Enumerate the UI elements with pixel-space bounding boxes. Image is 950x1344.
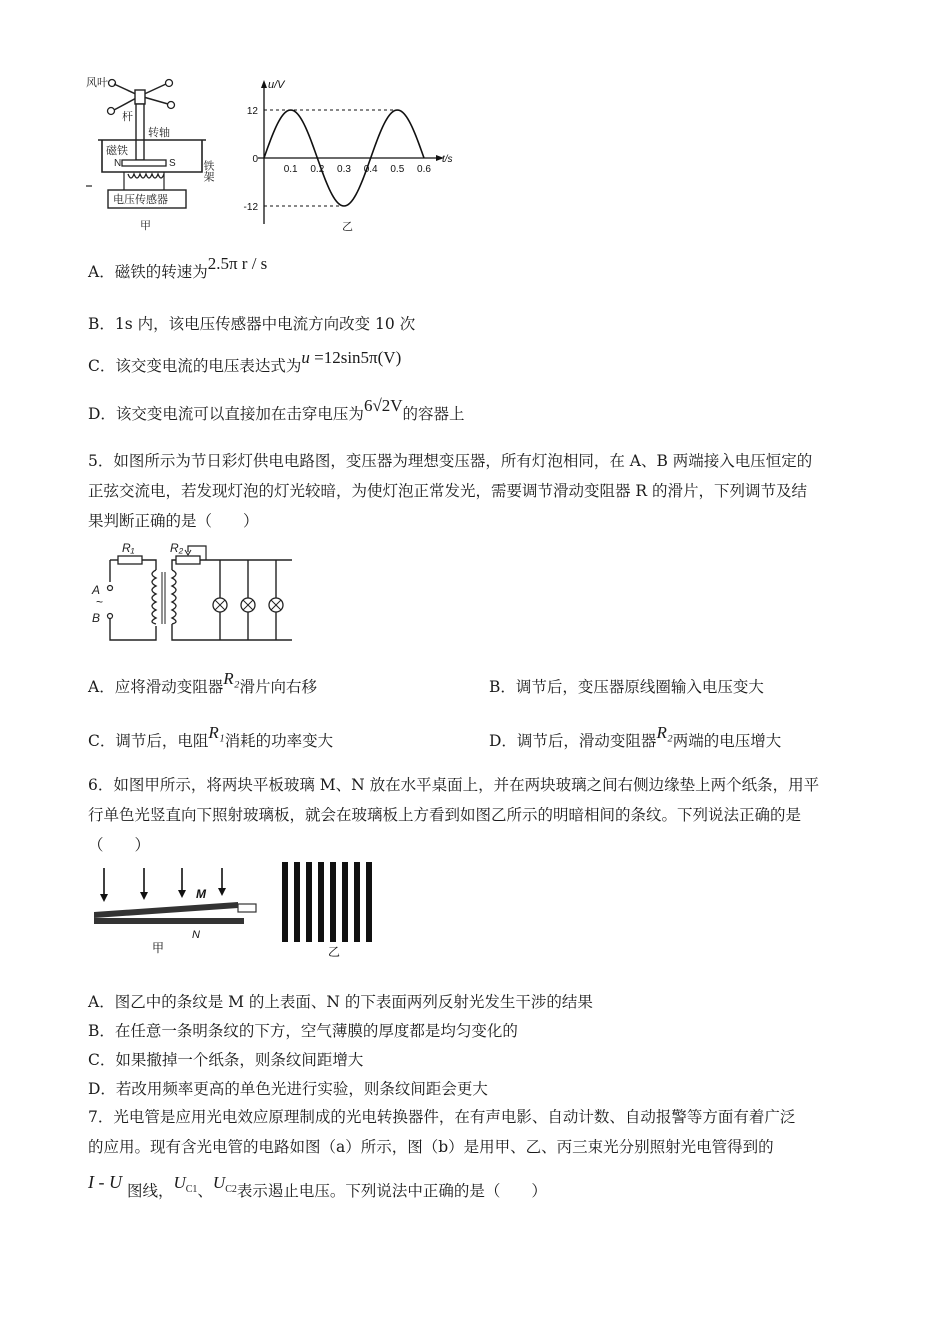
label-n: N: [192, 929, 200, 941]
q5-option-a-math: R₂: [223, 669, 240, 688]
q4-chart-yi: [234, 74, 453, 234]
q7-stem-line-1: 7．光电管是应用光电效应原理制成的光电转换器件，在有声电影、自动计数、自动报警等方面有着广泛: [88, 1108, 796, 1126]
q5-option-a-text-pre: A．应将滑动变阻器: [88, 678, 224, 696]
x-tick-label: 0.1: [283, 164, 298, 175]
q7-uc2: $U_{C2}$: [212, 1173, 237, 1195]
label-zhuanzhou: 转轴: [148, 127, 170, 139]
q6-option-b-text: B．在任意一条明条纹的下方，空气薄膜的厚度都是均匀变化的: [88, 1022, 518, 1040]
y-tick-label: 0: [252, 154, 258, 165]
q6-option-b[interactable]: [88, 1021, 518, 1041]
q6-stem-line-2: 行单色光竖直向下照射玻璃板，就会在玻璃板上方看到如图乙所示的明暗相间的条纹。下列说法正确的是: [88, 806, 802, 824]
q5-option-b[interactable]: [489, 677, 764, 697]
q5-option-c[interactable]: [88, 723, 334, 751]
q5-option-c-text-pre: C．调节后，电阻: [88, 732, 209, 750]
label-m: M: [196, 887, 206, 901]
light-arrows: [100, 868, 226, 902]
caption-yi: 乙: [342, 221, 353, 233]
q6-option-d-text: D．若改用频率更高的单色光进行实验，则条纹间距会更大: [88, 1080, 488, 1098]
q5-circuit-figure: [86, 536, 296, 654]
y-tick-label: -12: [243, 202, 258, 213]
q6-stem: [88, 770, 866, 860]
label-a: A: [92, 583, 101, 597]
caption-yi: 乙: [328, 945, 341, 959]
label-sensor: 电压传感器: [113, 194, 168, 206]
x-tick-label: 0.3: [337, 164, 351, 175]
label-n: N: [114, 158, 122, 169]
q7-stem: [88, 1102, 866, 1162]
q6-option-d[interactable]: [88, 1079, 488, 1099]
q4-option-d-text-pre: D．该交变电流可以直接加在击穿电压为: [88, 405, 364, 423]
q4-option-b-text: B．1s 内，该电压传感器中电流方向改变 10 次: [88, 315, 416, 333]
label-r1: R₁: [122, 541, 135, 555]
label-tilde: ~: [96, 595, 104, 609]
y-axis-arrow: [261, 80, 267, 88]
q7-uc1: $U_{C1}$: [173, 1173, 198, 1195]
q6-option-a-text: A．图乙中的条纹是 M 的上表面、N 的下表面两列反射光发生干涉的结果: [88, 993, 593, 1011]
q5-option-d-text-post: 两端的电压增大: [672, 732, 782, 750]
q6-option-c-text: C．如果撤掉一个纸条，则条纹间距增大: [88, 1051, 364, 1069]
label-gan: 杆: [122, 111, 133, 123]
q4-option-c-math: u =12sin5π(V): [301, 348, 402, 367]
lamp-3: [269, 560, 283, 640]
q4-option-a-text: A．磁铁的转速为: [88, 263, 208, 281]
q5-stem-line-3: 果判断正确的是（ ）: [88, 512, 259, 530]
q4-option-d-math: 6√2V: [363, 396, 403, 415]
chart-axes: [258, 79, 453, 224]
q5-option-c-text-post: 消耗的功率变大: [224, 732, 334, 750]
q4-option-d[interactable]: [88, 396, 465, 424]
q6-stem-line-3: （ ）: [88, 836, 151, 854]
q4-option-c[interactable]: [88, 348, 402, 376]
lamp-1: [213, 560, 227, 640]
q7-stem-3b: 表示遏止电压。下列说法中正确的是（ ）: [236, 1182, 547, 1200]
q6-option-a[interactable]: [88, 992, 593, 1012]
q6-stem-line-1: 6．如图甲所示，将两块平板玻璃 M、N 放在水平桌面上，并在两块玻璃之间右侧边缘垫上两个纸条，用平: [88, 776, 820, 794]
q5-option-d-text-pre: D．调节后，滑动变阻器: [489, 732, 657, 750]
q4-option-a[interactable]: [88, 254, 268, 282]
x-tick-label: 0.4: [363, 164, 378, 175]
lamp-2: [241, 560, 255, 640]
y-axis-label: u/V: [268, 79, 285, 91]
q5-option-b-text: B．调节后，变压器原线圈输入电压变大: [489, 678, 764, 696]
q6-option-c[interactable]: [88, 1050, 363, 1070]
x-tick-label: 0.6: [417, 164, 431, 175]
caption-jia: 甲: [140, 220, 151, 232]
q5-stem-line-2: 正弦交流电，若发现灯泡的灯光较暗，为使灯泡正常发光，需要调节滑动变阻器 R 的滑片，下列调节及结: [88, 482, 808, 500]
q6-figure: [88, 858, 388, 968]
label-citie: 磁铁: [106, 145, 128, 157]
chart-ticks: [244, 106, 432, 213]
q4-option-b[interactable]: [88, 314, 415, 334]
x-axis-label: t/s: [442, 154, 453, 165]
caption-jia: 甲: [152, 941, 165, 955]
q5-option-c-math: R₁: [208, 723, 225, 742]
label-tiejia: 铁架: [202, 160, 214, 182]
label-r2: R₂: [170, 541, 184, 555]
q5-option-a[interactable]: [88, 669, 318, 697]
x-tick-label: 0.5: [390, 164, 405, 175]
q5-option-d-math: R₂: [656, 723, 673, 742]
q4-option-a-math: 2.5π r / s: [207, 254, 268, 273]
interference-fringes: [282, 862, 372, 942]
y-tick-label: 12: [246, 106, 258, 117]
label-fengye: 风叶: [86, 77, 108, 89]
q7-stem-line-2: 的应用。现有含光电管的电路如图（a）所示，图（b）是用甲、乙、丙三束光分别照射光电管得到的: [88, 1138, 774, 1156]
label-b: B: [92, 611, 101, 625]
q7-stem-line-3: [88, 1172, 547, 1204]
q4-option-d-text-post: 的容器上: [402, 405, 465, 423]
q5-option-a-text-post: 滑片向右移: [239, 678, 318, 696]
q5-stem: [88, 446, 866, 536]
x-tick-label: 0.2: [310, 164, 325, 175]
q4-option-c-text: C．该交变电流的电压表达式为: [88, 357, 302, 375]
q7-stem-3a: 图线，: [126, 1182, 174, 1200]
q7-iu-symbol: I - U: [88, 1172, 122, 1192]
label-s: S: [169, 158, 176, 169]
q5-stem-line-1: 5．如图所示为节日彩灯供电电路图，变压器为理想变压器，所有灯泡相同，在 A、B 两端接入电压恒定的: [88, 452, 813, 470]
q5-option-d[interactable]: [489, 723, 782, 751]
q7-sep: 、: [197, 1182, 213, 1200]
q4-figure-jia: [84, 74, 224, 234]
